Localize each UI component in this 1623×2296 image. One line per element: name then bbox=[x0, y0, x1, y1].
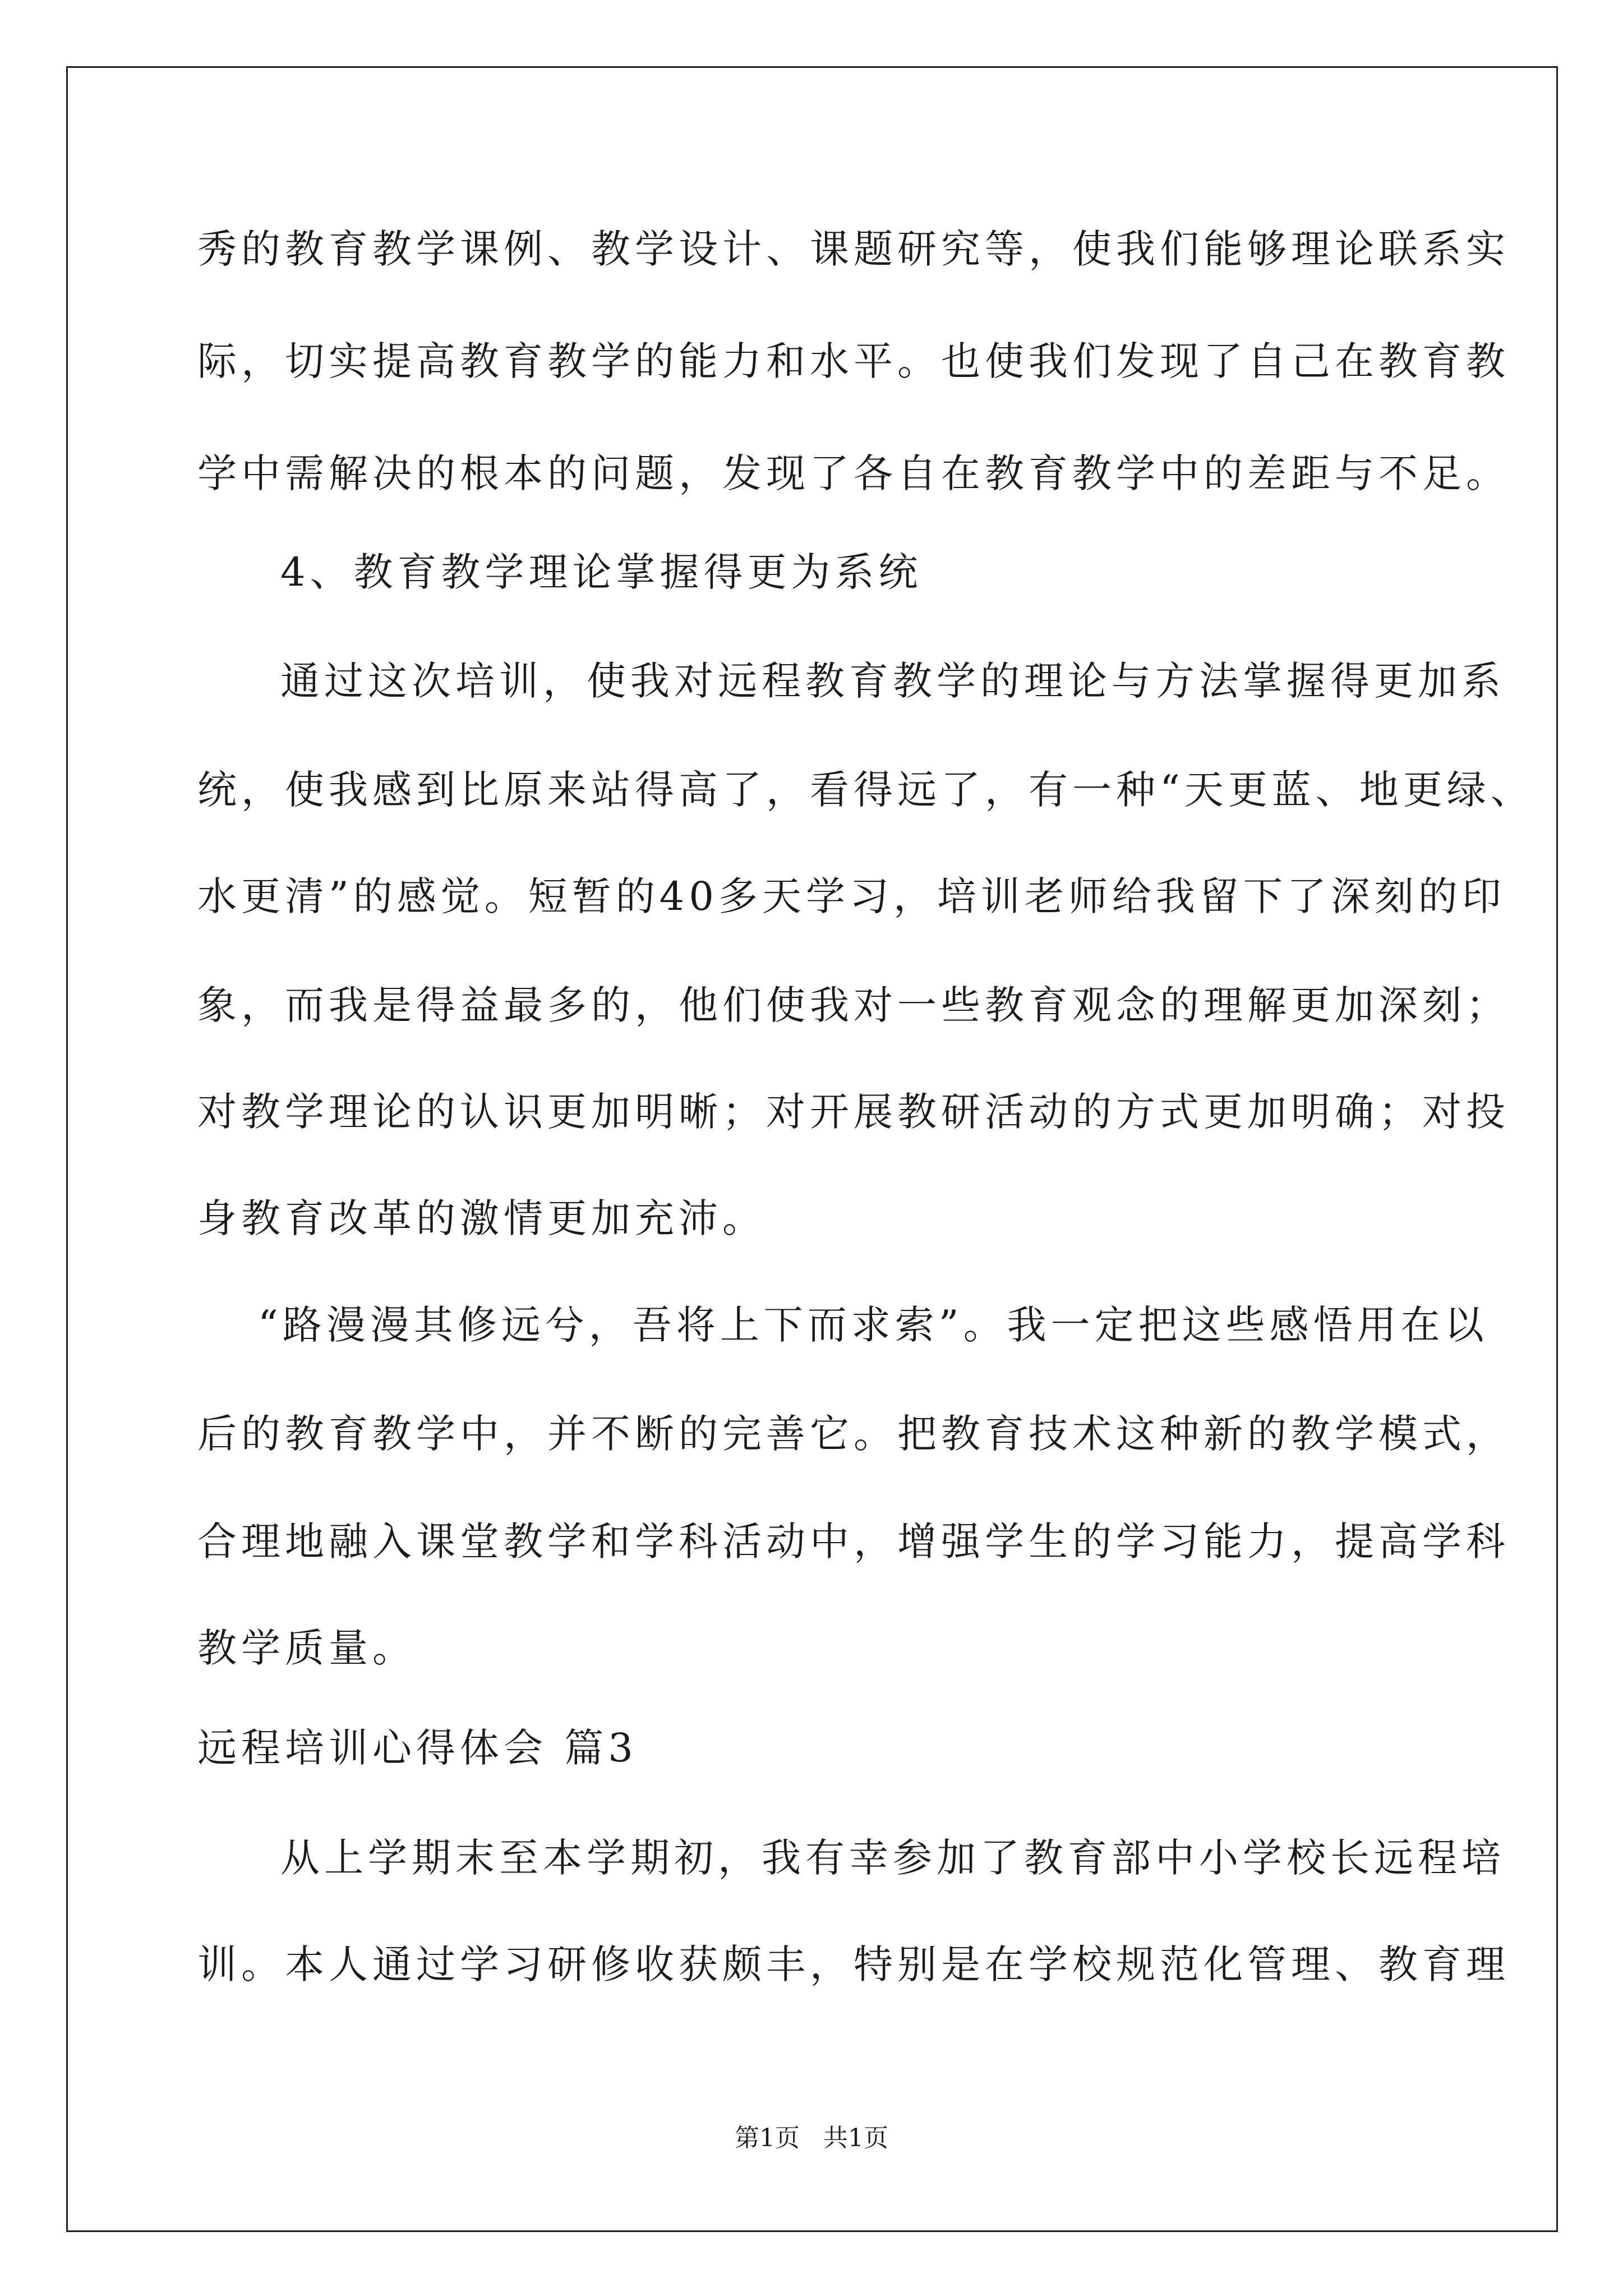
paragraph-line: 训。本人通过学习研修收获颇丰，特别是在学校规范化管理、教育理 bbox=[197, 1941, 1510, 1987]
paragraph-line: 后的教育教学中，并不断的完善它。把教育技术这种新的教学模式， bbox=[197, 1411, 1510, 1457]
paragraph-line: 秀的教育教学课例、教学设计、课题研究等，使我们能够理论联系实 bbox=[197, 226, 1510, 272]
paragraph-line: 统，使我感到比原来站得高了，看得远了，有一种“天更蓝、地更绿、 bbox=[197, 767, 1534, 813]
paragraph-line: 象，而我是得益最多的，他们使我对一些教育观念的理解更加深刻； bbox=[197, 982, 1510, 1028]
page-border bbox=[66, 66, 1558, 2232]
article-heading: 远程培训心得体会 篇3 bbox=[197, 1725, 638, 1771]
paragraph-line: 身教育改革的激情更加充沛。 bbox=[197, 1195, 766, 1241]
paragraph-line: 教学质量。 bbox=[197, 1625, 416, 1671]
page-footer: 第1页 共1页 bbox=[735, 2124, 888, 2152]
section-heading: 4、教育教学理论掌握得更为系统 bbox=[280, 549, 923, 595]
paragraph-line: 合理地融入课堂教学和学科活动中，增强学生的学习能力，提高学科 bbox=[197, 1519, 1510, 1565]
paragraph-line: 际，切实提高教育教学的能力和水平。也使我们发现了自己在教育教 bbox=[197, 338, 1510, 384]
paragraph-line: “路漫漫其修远兮，吾将上下而求索”。我一定把这些感悟用在以 bbox=[258, 1302, 1488, 1348]
paragraph-line: 对教学理论的认识更加明晰；对开展教研活动的方式更加明确；对投 bbox=[197, 1089, 1510, 1135]
paragraph-line: 从上学期末至本学期初，我有幸参加了教育部中小学校长远程培 bbox=[280, 1835, 1505, 1881]
paragraph-line: 通过这次培训，使我对远程教育教学的理论与方法掌握得更加系 bbox=[280, 658, 1505, 704]
paragraph-line: 学中需解决的根本的问题，发现了各自在教育教学中的差距与不足。 bbox=[197, 450, 1510, 496]
paragraph-line: 水更清”的感觉。短暂的40多天学习，培训老师给我留下了深刻的印 bbox=[197, 873, 1506, 919]
